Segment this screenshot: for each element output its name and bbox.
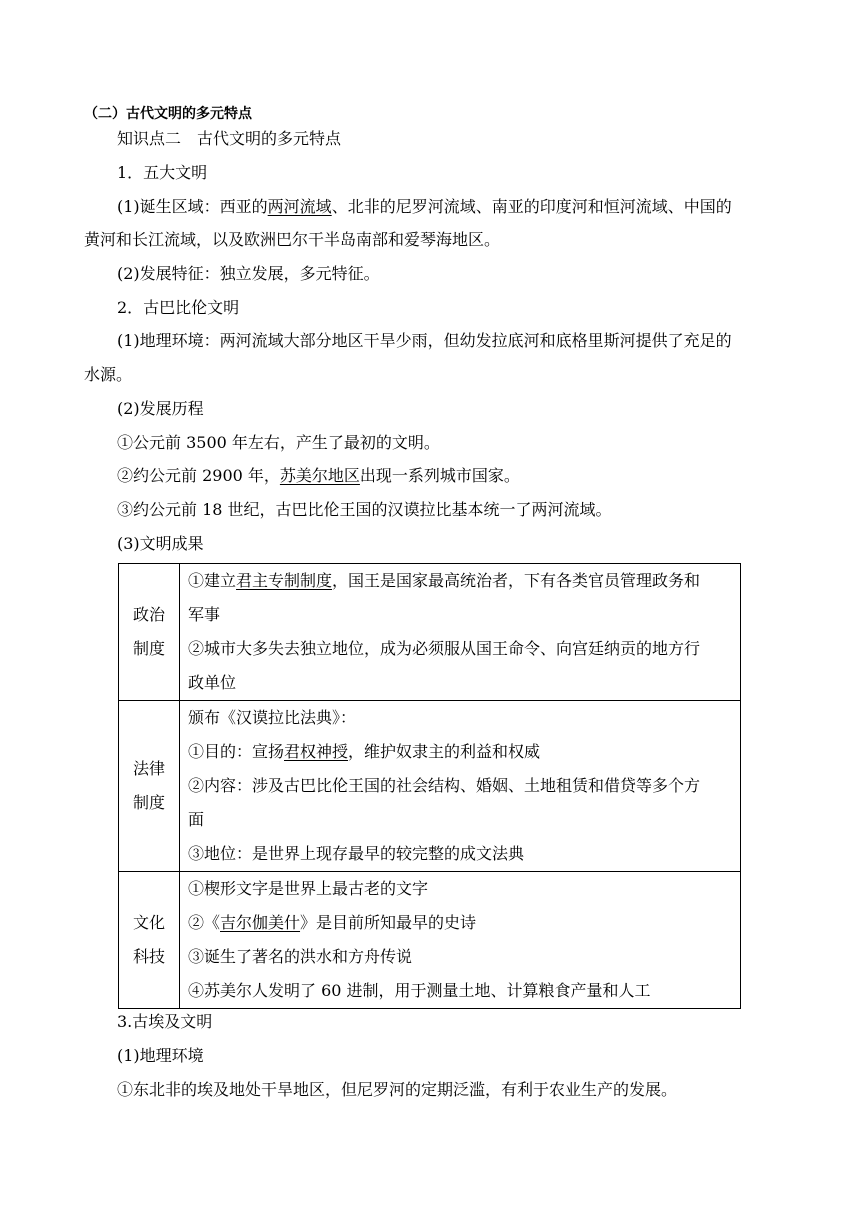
babylon-history-title: (2)发展历程 (117, 399, 204, 418)
content-line: ③诞生了著名的洪水和方舟传说 (188, 947, 413, 966)
category-label: 法律 (132, 759, 165, 778)
table-row-culture (119, 872, 741, 1009)
history-2-text-b: 出现一系列城市国家。 (359, 466, 520, 485)
babylon-env-line-1: (1)地理环境：两河流域大部分地区干旱少雨，但幼发拉底河和底格里斯河提供了充足的 (117, 331, 732, 350)
babylon-env-line-2: 水源。 (84, 365, 133, 384)
content-line (188, 564, 734, 598)
text: ，维护奴隶主的利益和权威 (348, 742, 541, 761)
category-political (119, 564, 180, 701)
sumer-term: 苏美尔地区 (279, 466, 360, 485)
text: 》是目前所知最早的史诗 (300, 913, 477, 932)
law-content (180, 701, 741, 872)
content-line: 军事 (188, 605, 221, 624)
egypt-env-title: (1)地理环境 (117, 1046, 204, 1065)
category-law (119, 701, 180, 872)
table-row-law (119, 701, 741, 872)
category-label: 制度 (132, 639, 165, 658)
divine-right-term: 君权神授 (284, 742, 349, 761)
babylon-history-2 (117, 465, 520, 487)
text: ②《 (188, 913, 221, 932)
culture-content (180, 872, 741, 1009)
text: ①建立 (188, 571, 237, 590)
content-line: 政单位 (188, 673, 237, 692)
monarchy-term: 君主专制制度 (236, 571, 333, 590)
babylon-results-title: (3)文明成果 (117, 534, 204, 553)
civilization-results-table (118, 563, 741, 1009)
political-content (180, 564, 741, 701)
two-rivers-term: 两河流域 (267, 197, 332, 216)
content-line: ②内容：涉及古巴比伦王国的社会结构、婚姻、土地租赁和借贷等多个方 (188, 776, 701, 795)
category-label: 文化 (132, 913, 165, 932)
babylon-history-3: ③约公元前 18 世纪，古巴比伦王国的汉谟拉比基本统一了两河流域。 (117, 500, 612, 519)
content-line: 颁布《汉谟拉比法典》： (188, 708, 357, 727)
content-line (188, 735, 734, 769)
content-line: ①楔形文字是世界上最古老的文字 (188, 879, 429, 898)
birth-region-text-a: (1)诞生区域：西亚的 (117, 197, 268, 216)
birth-region-line-1 (117, 196, 732, 218)
category-label: 制度 (132, 793, 165, 812)
birth-region-text-b: 、北非的尼罗河流域、南亚的印度河和恒河流域、中国的 (331, 197, 732, 216)
content-line: ③地位：是世界上现存最早的较完整的成文法典 (188, 844, 525, 863)
history-2-text-a: ②约公元前 2900 年， (117, 466, 280, 485)
category-label: 科技 (132, 947, 165, 966)
content-line (188, 906, 734, 940)
category-label: 政治 (132, 605, 165, 624)
text: ，国王是国家最高统治者，下有各类官员管理政务和 (332, 571, 701, 590)
section-heading: （二）古代文明的多元特点 (84, 106, 252, 122)
knowledge-point-title: 知识点二 古代文明的多元特点 (117, 129, 342, 148)
text: ①目的：宣扬 (188, 742, 285, 761)
egypt-env-1: ①东北非的埃及地处干旱地区，但尼罗河的定期泛滥，有利于农业生产的发展。 (117, 1080, 678, 1099)
egypt-title: 3.古埃及文明 (117, 1012, 213, 1031)
babylon-title: 2．古巴比伦文明 (117, 298, 240, 317)
table-row-political (119, 564, 741, 701)
birth-region-line-2: 黄河和长江流域，以及欧洲巴尔干半岛南部和爱琴海地区。 (84, 230, 501, 249)
development-feature: (2)发展特征：独立发展，多元特征。 (117, 264, 380, 283)
babylon-history-1: ①公元前 3500 年左右，产生了最初的文明。 (117, 433, 440, 452)
gilgamesh-term: 吉尔伽美什 (220, 913, 301, 932)
category-culture (119, 872, 180, 1009)
content-line: ②城市大多失去独立地位，成为必须服从国王命令、向宫廷纳贡的地方行 (188, 639, 701, 658)
content-line: ④苏美尔人发明了 60 进制，用于测量土地、计算粮食产量和人工 (188, 981, 651, 1000)
content-line: 面 (188, 810, 205, 829)
five-civilizations-title: 1．五大文明 (117, 163, 208, 182)
